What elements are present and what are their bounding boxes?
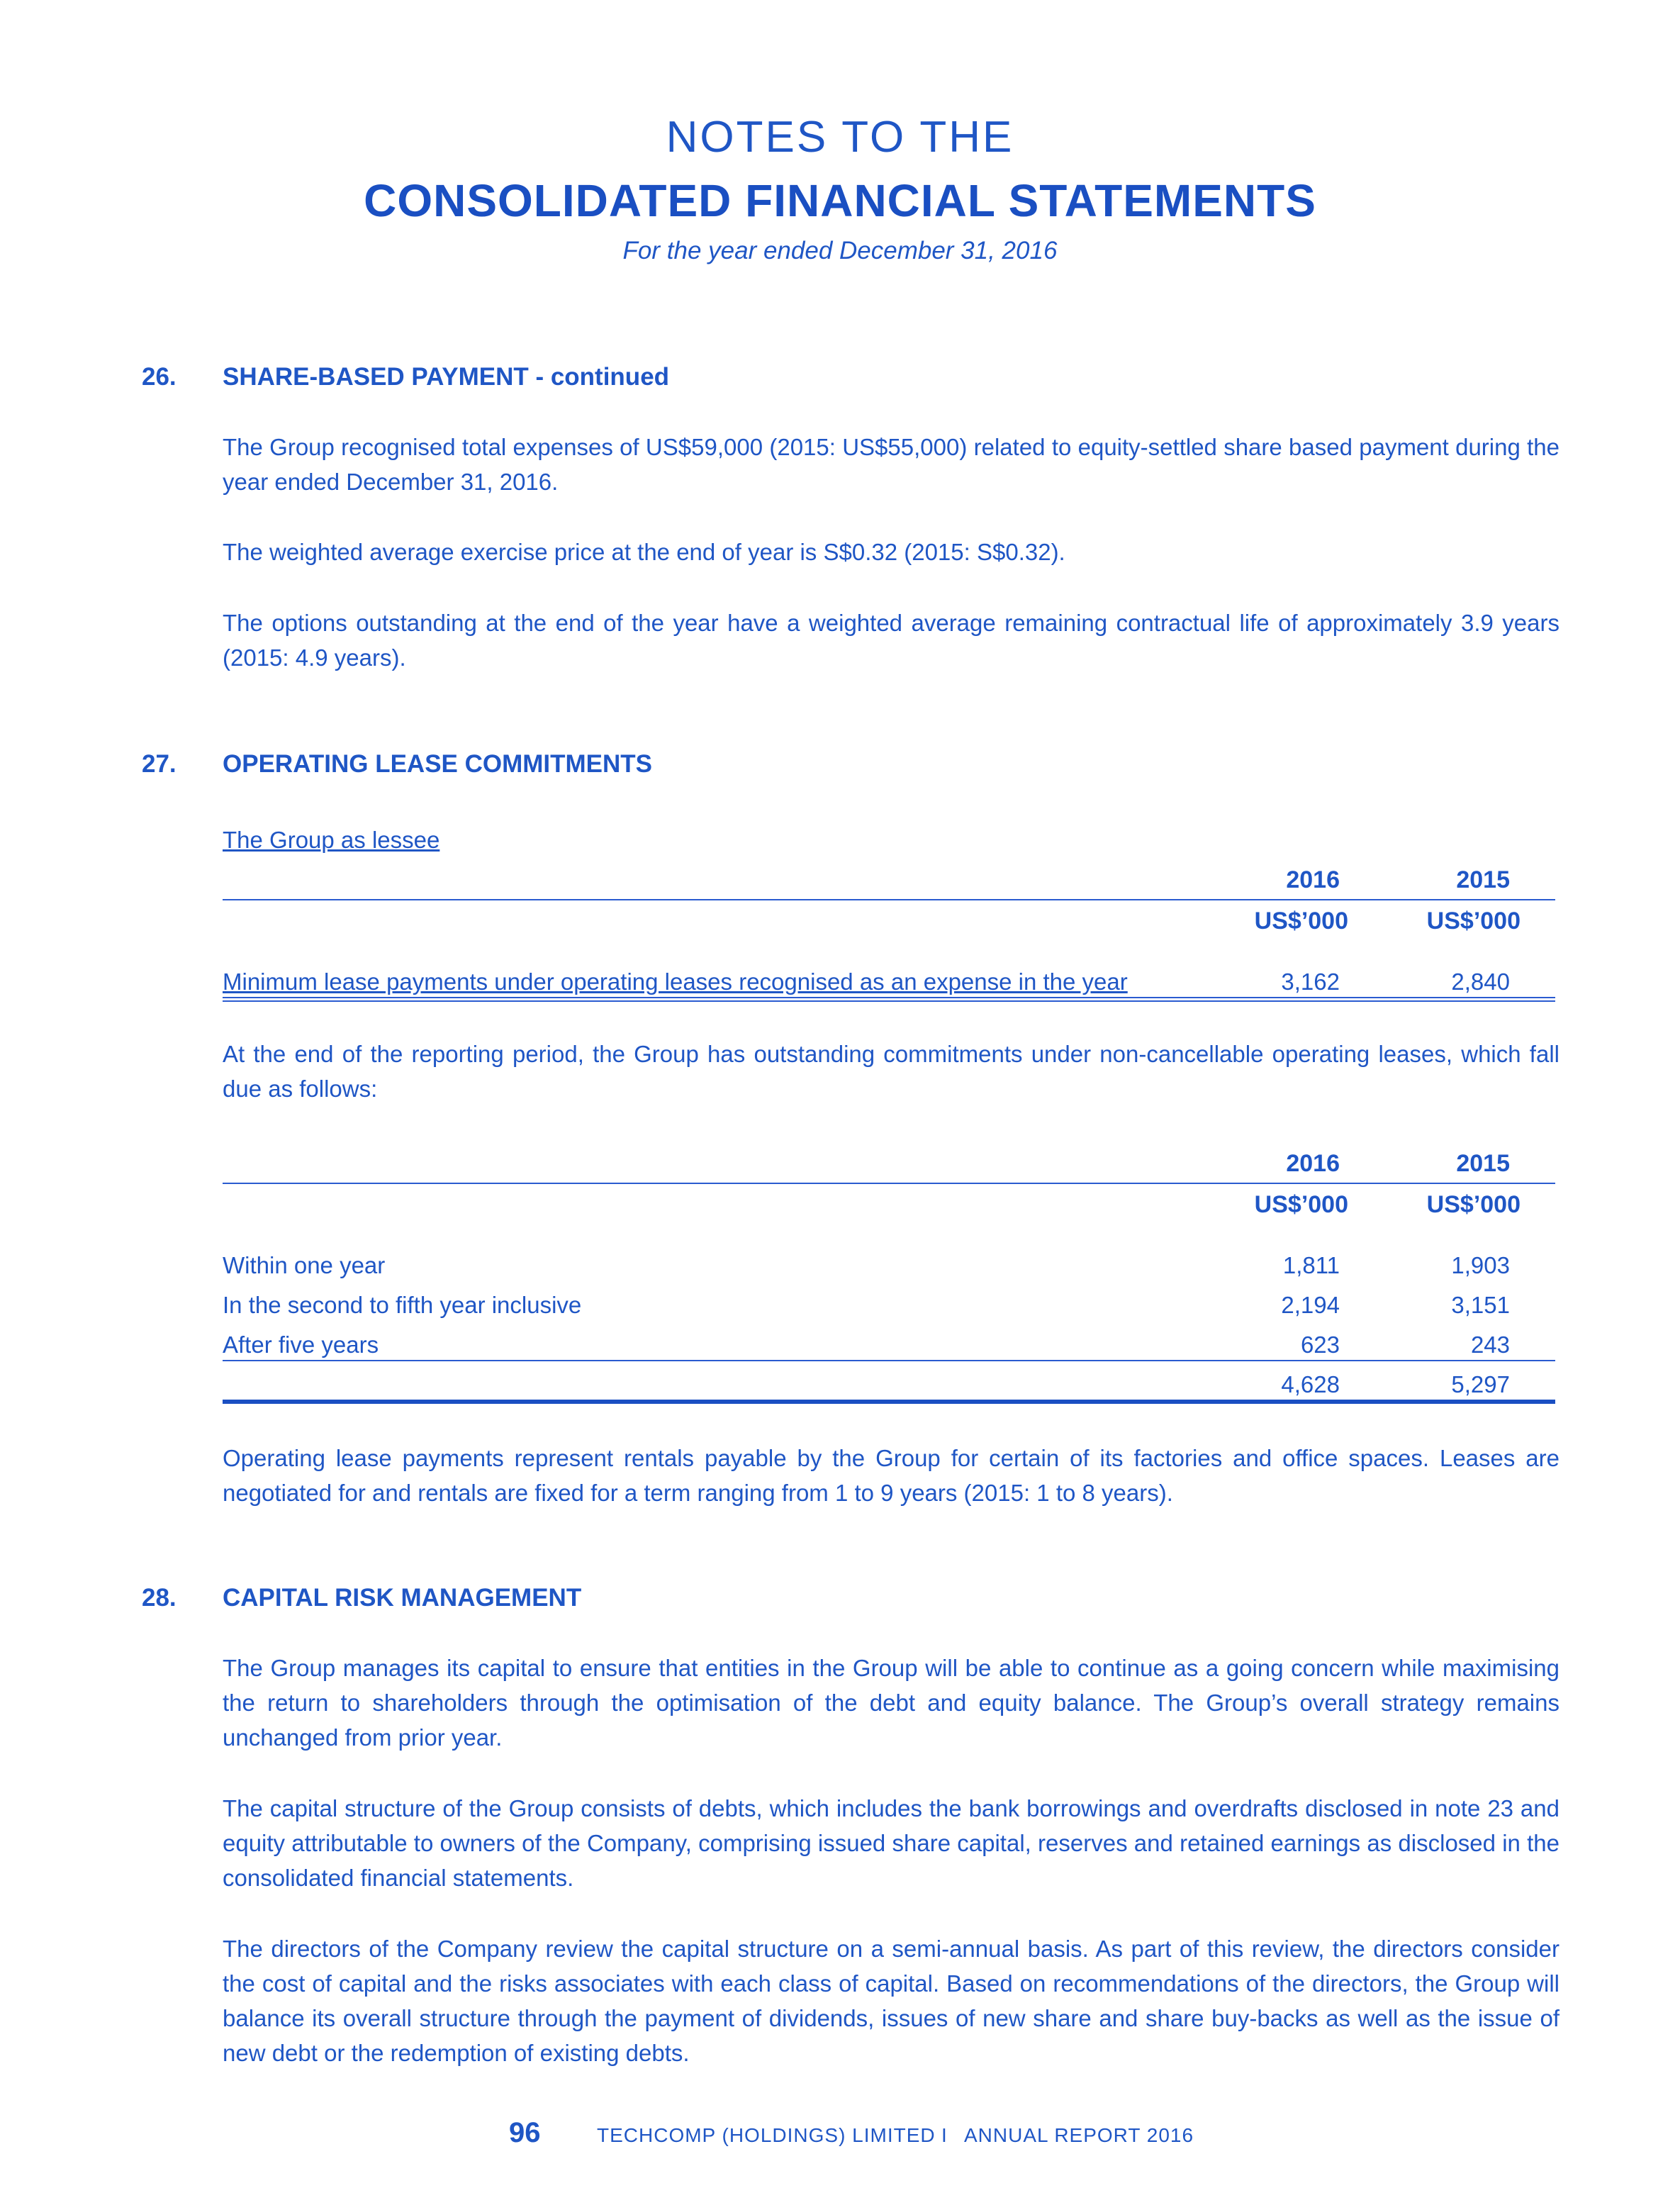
- table2-unit-2016: US$’000: [1254, 1191, 1348, 1218]
- table-row-value-2015: 243: [1470, 1332, 1510, 1358]
- table1-unit-2015: US$’000: [1426, 908, 1521, 934]
- table-row-value-2015: 1,903: [1451, 1252, 1510, 1278]
- table-row-value-2016: 623: [1300, 1332, 1340, 1358]
- table-row-label: Within one year: [223, 1252, 386, 1278]
- section-28-number: 28.: [142, 1584, 177, 1612]
- table-row-value-2016: 1,811: [1282, 1252, 1340, 1278]
- section-28-paragraph-2: The capital structure of the Group consists of debts, which includes the bank borrowings and overdrafts disclosed in note 23 and equity attributable to owners of the Company, comprising issued share capital, reserves and retained earnings as disclosed in the consolidated financial statements.: [223, 1795, 1559, 1891]
- section-27-subtitle: The Group as lessee: [223, 827, 440, 853]
- page-subtitle: For the year ended December 31, 2016: [622, 237, 1058, 264]
- section-26-paragraph-2: The weighted average exercise price at the end of year is S$0.32 (2015: S$0.32).: [223, 539, 1065, 565]
- table2-total-2016: 4,628: [1281, 1371, 1340, 1397]
- section-28-paragraph-3: The directors of the Company review the capital structure on a semi-annual basis. As part of this review, the directors consider the cost of capital and the risks associates with each class of capital. Based on recommendations of the directors, the Group will balance its overall structure through the payment of dividends, issues of new share and share buy-backs as well as the issue of new debt or the redemption of existing debts.: [223, 1936, 1559, 2066]
- table2-subtotal-rule: [223, 1360, 1555, 1361]
- section-28-title: CAPITAL RISK MANAGEMENT: [223, 1584, 582, 1612]
- table1-row-label: Minimum lease payments under operating leases recognised as an expense in the year: [223, 969, 1128, 995]
- table1-year-2015: 2015: [1456, 866, 1510, 893]
- table2-total-rule: [223, 1400, 1555, 1404]
- table1-header-rule: [223, 899, 1555, 900]
- table1-value-2016: 3,162: [1281, 969, 1340, 995]
- section-27-number: 27.: [142, 750, 177, 778]
- section-26-title: SHARE-BASED PAYMENT - continued: [223, 363, 670, 391]
- page-title-line1: NOTES TO THE: [666, 113, 1014, 162]
- table2-header-rule: [223, 1183, 1555, 1184]
- table1-year-2016: 2016: [1286, 866, 1340, 893]
- table-row-label: After five years: [223, 1332, 379, 1358]
- table2-year-2016: 2016: [1286, 1150, 1340, 1177]
- table1-double-rule: [223, 997, 1555, 1002]
- section-27-paragraph-1: At the end of the reporting period, the Group has outstanding commitments under non-cancellable operating leases, which fall due as follows:: [223, 1041, 1559, 1102]
- table1-unit-2016: US$’000: [1254, 908, 1348, 934]
- table-row-label: In the second to fifth year inclusive: [223, 1292, 582, 1318]
- page-number: 96: [509, 2117, 541, 2148]
- section-26-paragraph-3: The options outstanding at the end of the year have a weighted average remaining contractual life of approximately 3.9 years (2015: 4.9 years).: [223, 610, 1559, 671]
- footer-separator: I: [941, 2124, 947, 2146]
- company-name: TECHCOMP (HOLDINGS) LIMITED: [597, 2124, 936, 2146]
- section-26-number: 26.: [142, 363, 177, 391]
- table1-value-2015: 2,840: [1451, 969, 1510, 995]
- table2-year-2015: 2015: [1456, 1150, 1510, 1177]
- section-27-paragraph-2: Operating lease payments represent rentals payable by the Group for certain of its factories and office spaces. Leases are negotiated for and rentals are fixed for a term ranging from 1 to 9 years (2015: 1 to 8 years).: [223, 1445, 1559, 1506]
- table-row-value-2015: 3,151: [1451, 1292, 1510, 1318]
- section-26-paragraph-1: The Group recognised total expenses of US$59,000 (2015: US$55,000) related to equity-settled share based payment during the year ended December 31, 2016.: [223, 434, 1559, 495]
- section-28-paragraph-1: The Group manages its capital to ensure that entities in the Group will be able to continue as a going concern while maximising the return to shareholders through the optimisation of the debt and equity balance. The Group’s overall strategy remains unchanged from prior year.: [223, 1655, 1559, 1751]
- table2-total-2015: 5,297: [1451, 1371, 1510, 1397]
- page-title: CONSOLIDATED FINANCIAL STATEMENTS: [364, 175, 1316, 226]
- table-row-value-2016: 2,194: [1281, 1292, 1340, 1318]
- table2-unit-2015: US$’000: [1426, 1191, 1521, 1218]
- report-name: ANNUAL REPORT 2016: [964, 2124, 1194, 2146]
- section-27-title: OPERATING LEASE COMMITMENTS: [223, 750, 653, 778]
